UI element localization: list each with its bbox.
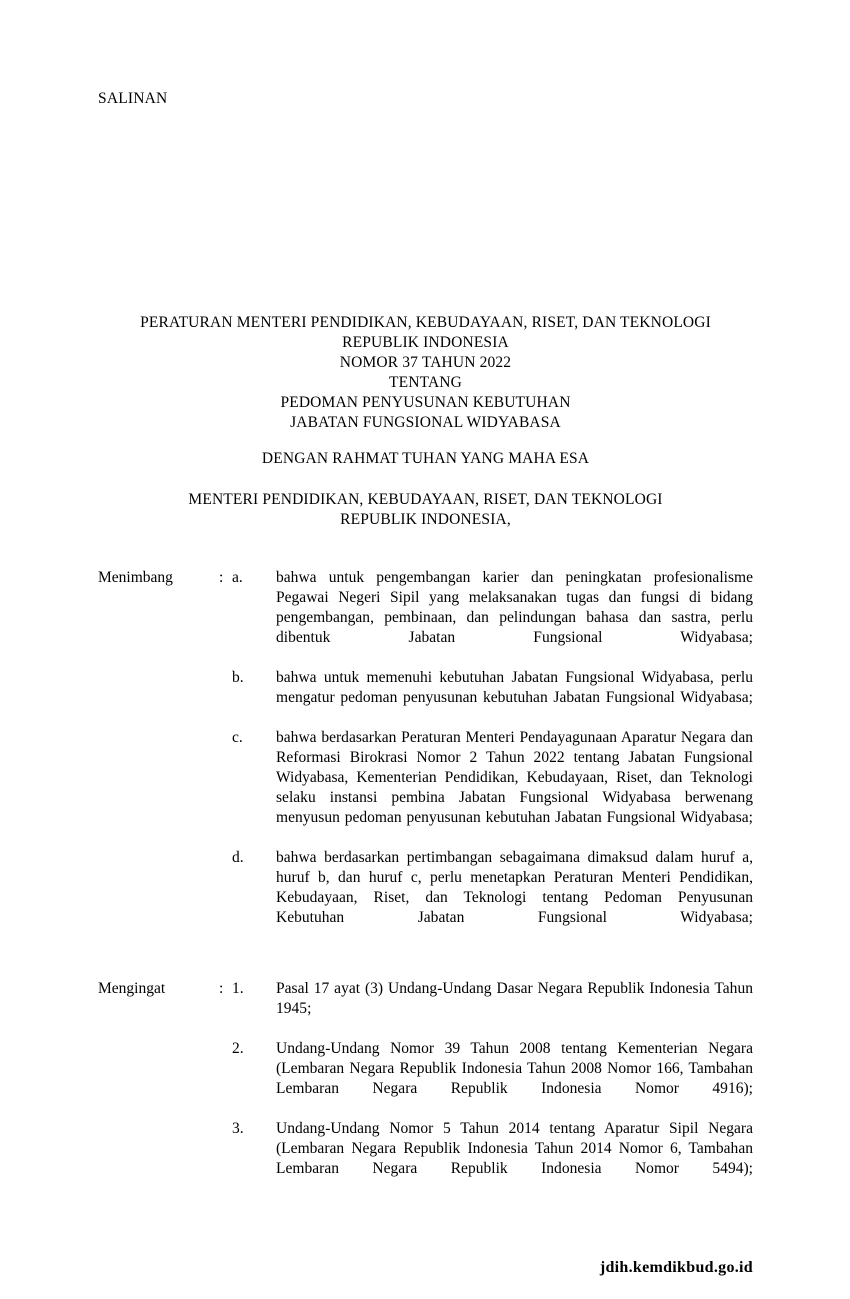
- clause-label-mengingat: Mengingat: [98, 980, 166, 997]
- clause-header-mengingat: [98, 979, 753, 1199]
- decree-invocation: DENGAN RAHMAT TUHAN YANG MAHA ESA: [261, 450, 590, 467]
- item-text: Undang-Undang Nomor 5 Tahun 2014 tentang Aparatur Sipil Negara (Lembaran Negara Republik Indonesia Tahun 2014 Nomor 6, Tambahan Lembaran Negara Republik Indonesia Nomor 5494);: [276, 1120, 753, 1177]
- item-text: Pasal 17 ayat (3) Undang-Undang Dasar Negara Republik Indonesia Tahun 1945;: [276, 980, 753, 1017]
- list-item: [98, 848, 753, 948]
- list-item: [98, 979, 753, 1039]
- item-text: bahwa berdasarkan Peraturan Menteri Pendayagunaan Aparatur Negara dan Reformasi Birokrasi Nomor 2 Tahun 2022 tentang Jabatan Fungsional Widyabasa, Kementerian Pendidikan, Kebudayaan, Riset, dan Teknologi selaku instansi pembina Jabatan Fungsional Widyabasa berwenang menyusun pedoman penyusunan kebutuhan Jabatan Fungsional Widyabasa;: [276, 729, 753, 826]
- issuing-authority-line-1: MENTERI PENDIDIKAN, KEBUDAYAAN, RISET, DAN TEKNOLOGI: [188, 491, 663, 508]
- section-mengingat: [98, 979, 753, 1199]
- item-marker: c.: [232, 729, 243, 746]
- clause-colon-mengingat: :: [219, 980, 224, 997]
- clause-header-menimbang: [98, 568, 753, 948]
- issuing-authority-line-2: REPUBLIK INDONESIA,: [340, 511, 511, 528]
- clause-list-mengingat: [98, 979, 753, 1199]
- title-line-number: NOMOR 37 TAHUN 2022: [339, 354, 512, 371]
- item-marker: b.: [232, 669, 244, 686]
- item-text: bahwa berdasarkan pertimbangan sebagaimana dimaksud dalam huruf a, huruf b, dan huruf c, perlu menetapkan Peraturan Menteri Pendidikan, Kebudayaan, Riset, dan Teknologi tentang Pedoman Penyusunan Kebutuhan Jabatan Fungsional Widyabasa;: [276, 849, 753, 926]
- clause-label-menimbang: Menimbang: [98, 569, 173, 586]
- title-line-subject-1: PEDOMAN PENYUSUNAN KEBUTUHAN: [280, 394, 571, 411]
- title-line-2: REPUBLIK INDONESIA: [342, 334, 509, 351]
- item-marker: a.: [232, 569, 243, 586]
- page-title: [98, 313, 753, 433]
- section-menimbang: [98, 568, 753, 948]
- list-item: [98, 728, 753, 848]
- title-line-subject-2: JABATAN FUNGSIONAL WIDYABASA: [290, 414, 561, 431]
- copy-stamp: SALINAN: [98, 90, 168, 107]
- list-item: [98, 568, 753, 668]
- item-text: bahwa untuk pengembangan karier dan peningkatan profesionalisme Pegawai Negeri Sipil yang melaksanakan tugas dan fungsi di bidang pengembangan, pembinaan, dan pelindungan bahasa dan sastra, perlu dibentuk Jabatan Fungsional Widyabasa;: [276, 569, 753, 646]
- clause-list-menimbang: [98, 568, 753, 948]
- item-text: bahwa untuk memenuhi kebutuhan Jabatan Fungsional Widyabasa, perlu mengatur pedoman penyusunan kebutuhan Jabatan Fungsional Widyabasa;: [276, 669, 753, 706]
- title-line-tentang: TENTANG: [389, 374, 462, 391]
- title-line-1: PERATURAN MENTERI PENDIDIKAN, KEBUDAYAAN, RISET, DAN TEKNOLOGI: [140, 314, 711, 331]
- issuing-authority: [98, 490, 753, 530]
- list-item: [98, 1119, 753, 1199]
- clause-colon-menimbang: :: [219, 569, 224, 586]
- item-marker: 2.: [232, 1040, 244, 1057]
- item-marker: 3.: [232, 1120, 244, 1137]
- list-item: [98, 668, 753, 728]
- item-text: Undang-Undang Nomor 39 Tahun 2008 tentang Kementerian Negara (Lembaran Negara Republik Indonesia Tahun 2008 Nomor 166, Tambahan Lembaran Negara Republik Indonesia Nomor 4916);: [276, 1040, 753, 1097]
- item-marker: d.: [232, 849, 244, 866]
- footer-watermark: jdih.kemdikbud.go.id: [599, 1259, 753, 1276]
- list-item: [98, 1039, 753, 1119]
- item-marker: 1.: [232, 980, 244, 997]
